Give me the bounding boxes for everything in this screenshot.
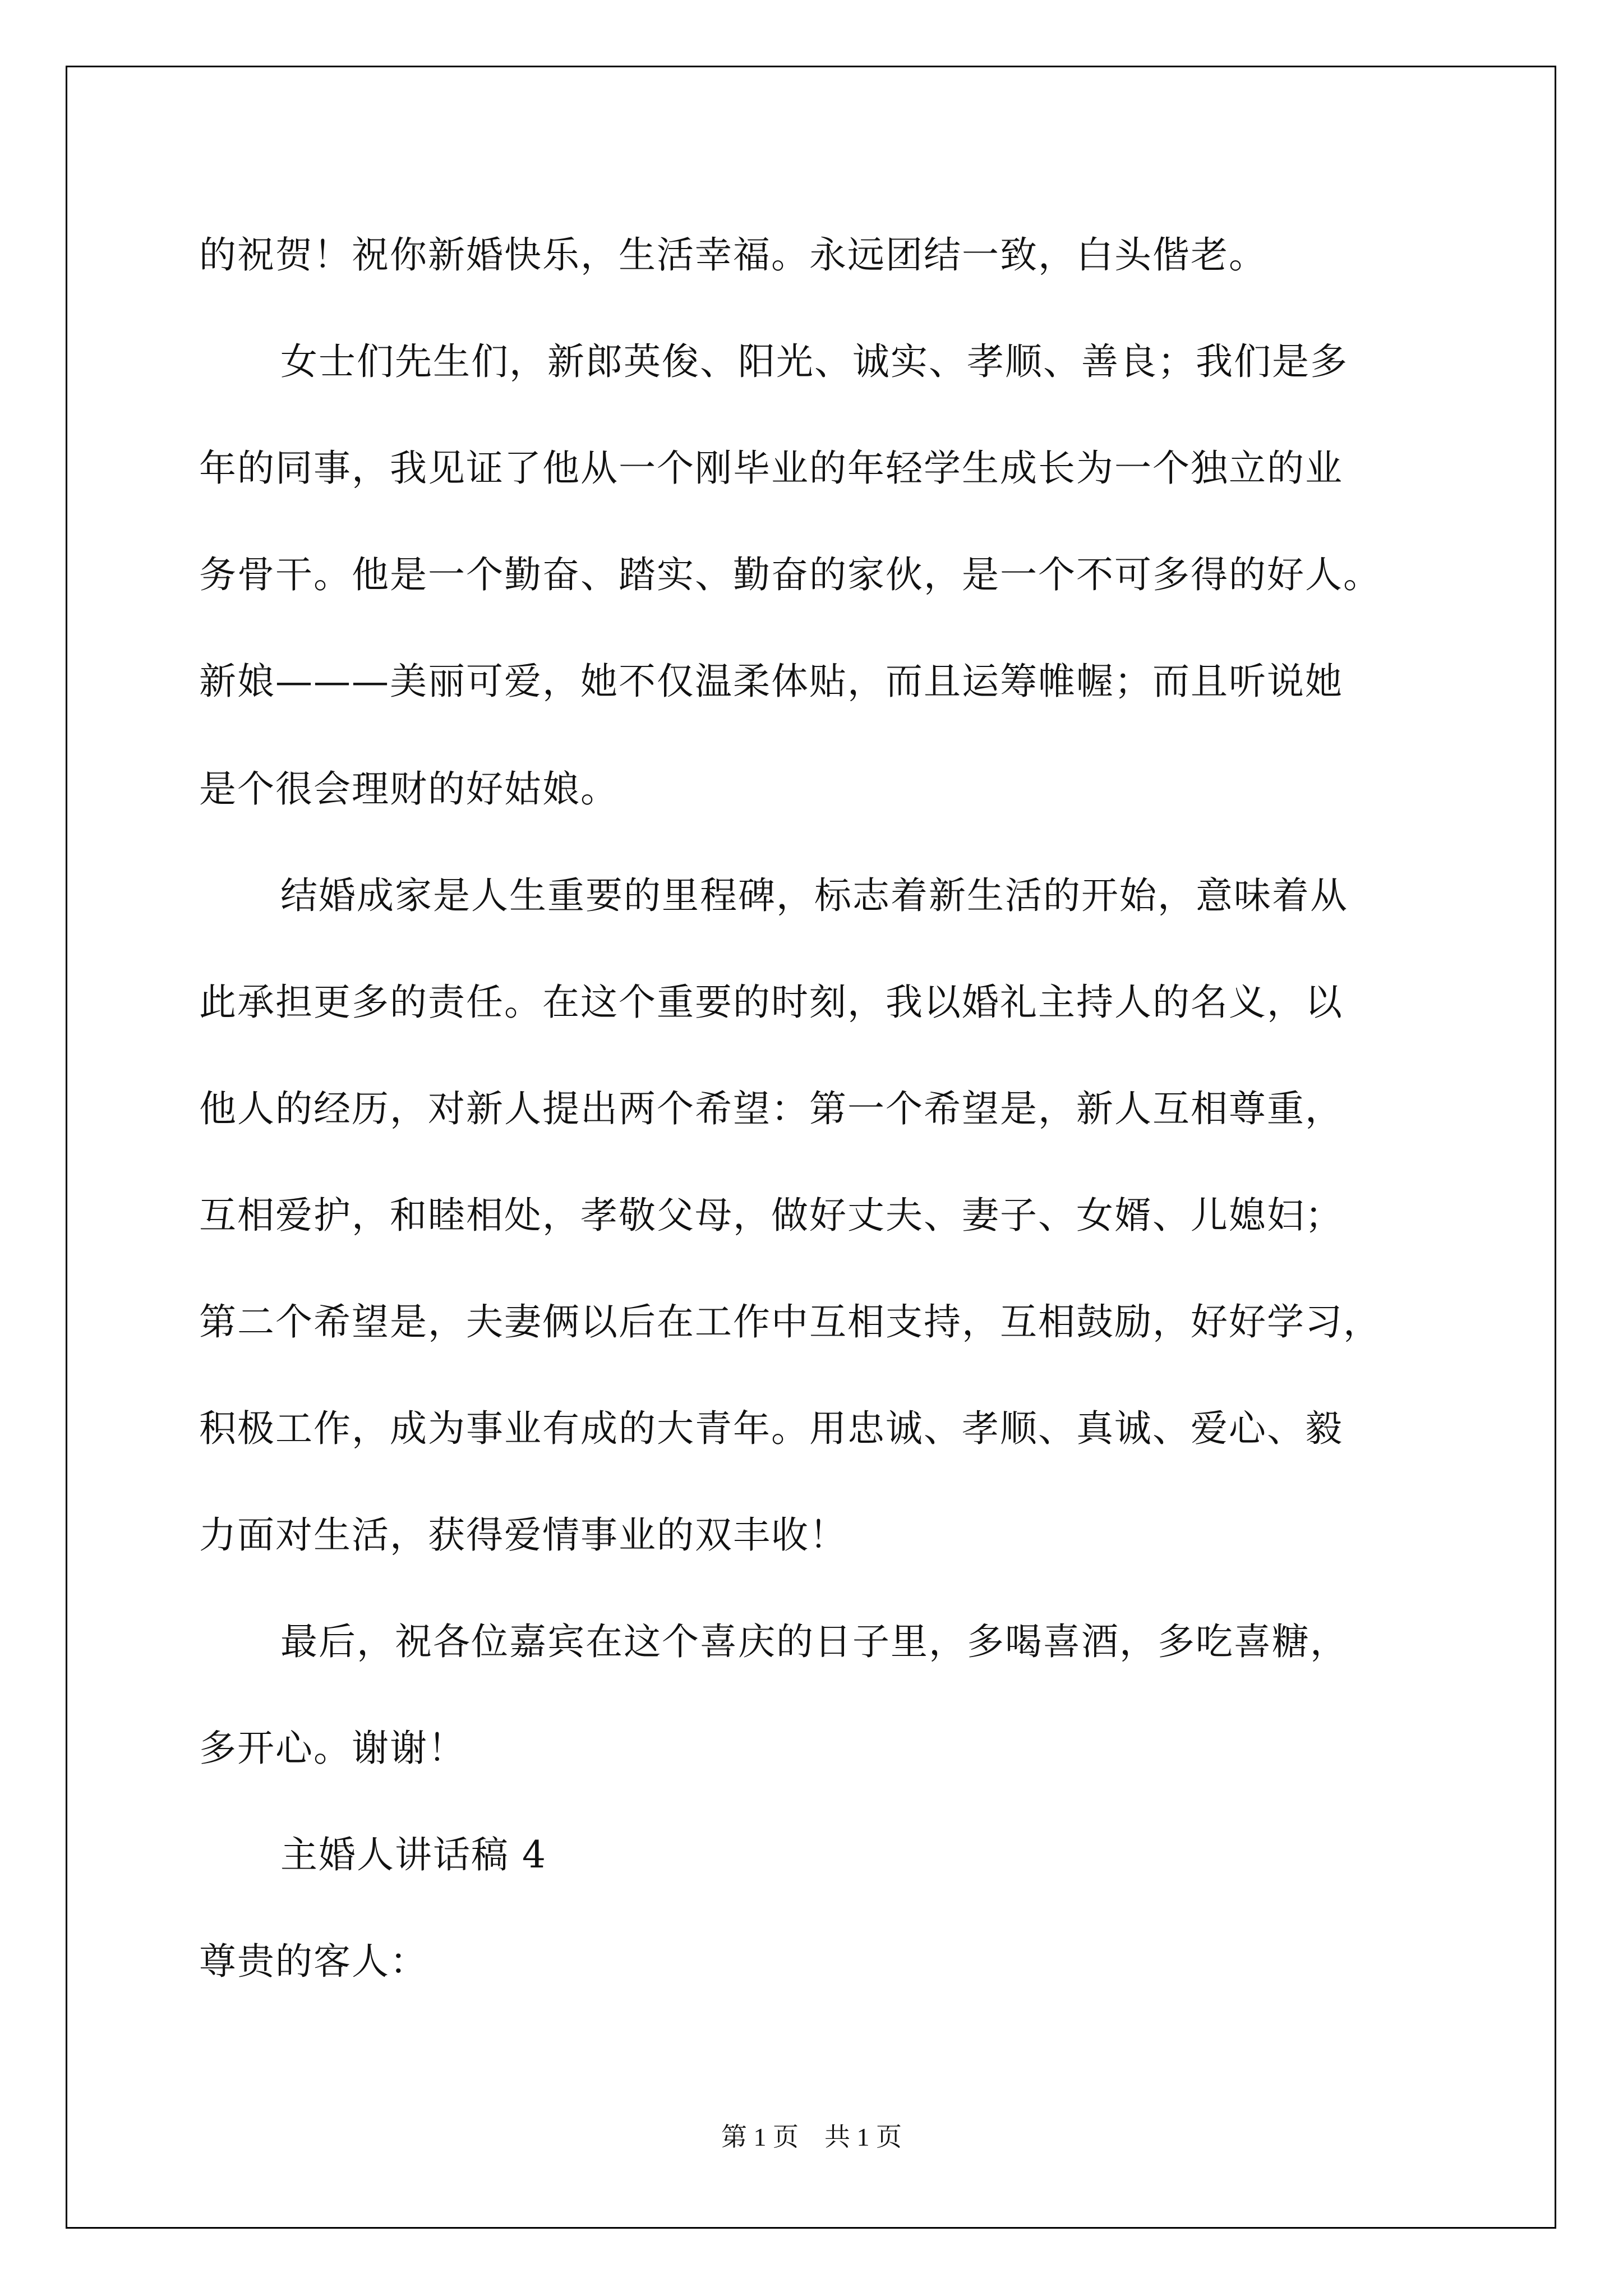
text-line: 多开心。谢谢！ — [199, 1727, 466, 1770]
text-line: 力面对生活，获得爱情事业的双丰收！ — [199, 1513, 847, 1557]
section-heading: 主婚人讲话稿 4 — [280, 1833, 547, 1876]
text-line: 新娘———美丽可爱，她不仅温柔体贴，而且运筹帷幄；而且听说她 — [199, 660, 1343, 703]
text-line: 年的同事，我见证了他从一个刚毕业的年轻学生成长为一个独立的业 — [199, 447, 1343, 490]
salutation: 尊贵的客人： — [199, 1940, 428, 1983]
text-line: 女士们先生们，新郎英俊、阳光、诚实、孝顺、善良；我们是多 — [280, 340, 1348, 383]
text-line: 第二个希望是，夫妻俩以后在工作中互相支持，互相鼓励，好好学习， — [199, 1300, 1381, 1343]
page-number-footer: 第 1 页 共 1 页 — [721, 2123, 902, 2151]
text-line: 此承担更多的责任。在这个重要的时刻，我以婚礼主持人的名义，以 — [199, 981, 1343, 1024]
text-line: 互相爱护，和睦相处，孝敬父母，做好丈夫、妻子、女婿、儿媳妇； — [199, 1194, 1343, 1237]
text-line: 结婚成家是人生重要的里程碑，标志着新生活的开始，意味着从 — [280, 874, 1348, 917]
text-line: 最后，祝各位嘉宾在这个喜庆的日子里，多喝喜酒，多吃喜糖， — [280, 1620, 1348, 1663]
text-line: 务骨干。他是一个勤奋、踏实、勤奋的家伙，是一个不可多得的好人。 — [199, 553, 1381, 596]
text-line: 积极工作，成为事业有成的大青年。用忠诚、孝顺、真诚、爱心、毅 — [199, 1407, 1343, 1450]
page-border — [66, 66, 1556, 2229]
text-line: 的祝贺！祝你新婚快乐，生活幸福。永远团结一致，白头偕老。 — [199, 233, 1267, 277]
text-line: 他人的经历，对新人提出两个希望：第一个希望是，新人互相尊重， — [199, 1087, 1343, 1130]
text-line: 是个很会理财的好姑娘。 — [199, 767, 619, 811]
